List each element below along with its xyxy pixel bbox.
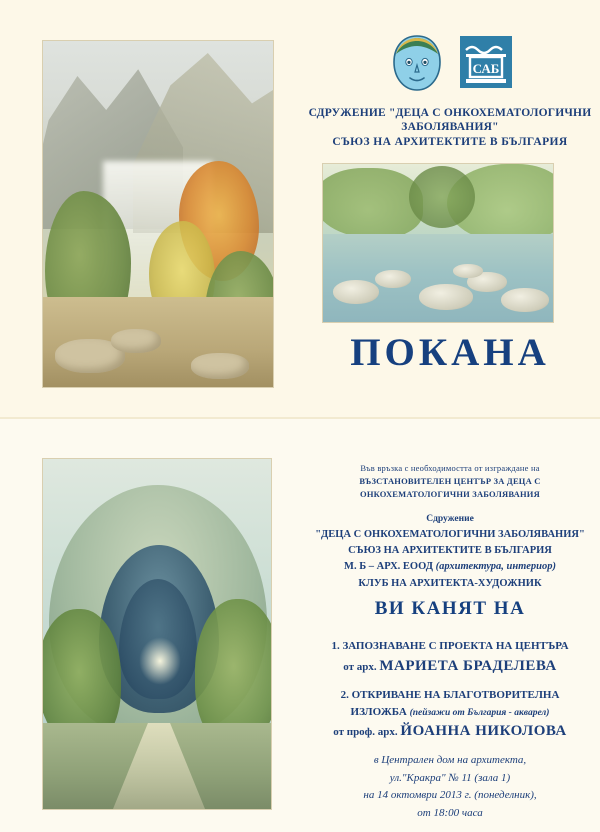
venue-line1: в Централен дом на архитекта, (373, 754, 527, 766)
organizers-line2: "ДЕЦА С ОНКОХЕМАТОЛОГИЧНИ ЗАБОЛЯВАНИЯ" (315, 528, 585, 540)
program-item-presenter (308, 720, 592, 743)
program-item-name: ЙОАННА НИКОЛОВА (400, 723, 567, 739)
artwork-light-glow (139, 637, 181, 685)
program-item-exhibition-label: ИЗЛОЖБА (350, 705, 410, 718)
venue-line3: на 14 октомври 2013 г. (понеделник), (363, 789, 537, 802)
program-item-name: МАРИЕТА БРАДЕЛЕВА (379, 657, 557, 674)
organizers-line3: СЪЮЗ НА АРХИТЕКТИТЕ В БЪЛГАРИЯ (348, 544, 552, 556)
artwork-stone (453, 264, 483, 278)
organization-title (308, 106, 592, 135)
organizers-line5: КЛУБ НА АРХИТЕКТА-ХУДОЖНИК (358, 577, 542, 589)
organizers-line1: Сдружение (426, 514, 474, 524)
svg-text:САБ: САБ (472, 61, 500, 76)
artwork-autumn-valley (42, 40, 274, 388)
artwork-river-stones (322, 163, 554, 323)
artwork-rock (191, 353, 249, 379)
program-item (308, 687, 592, 743)
intro-line1: Във връзка с необходимостта от изграждане на (360, 463, 540, 473)
intro-line2: ВЪЗСТАНОВИТЕЛЕН ЦЕНТЪР ЗА ДЕЦА С (359, 476, 541, 487)
uab-capital-logo-icon (458, 34, 514, 90)
page-title: ПОКАНА (350, 331, 550, 374)
program-item-lead: 1. ЗАПОЗНАВАНЕ С ПРОЕКТА НА ЦЕНТЪРА (331, 640, 569, 652)
venue-block (308, 752, 592, 822)
venue-line2: ул."Кракра" № 11 (зала 1) (389, 771, 511, 784)
program-item-exhibition-note: (пейзажи от България - акварел) (409, 707, 550, 718)
artwork-rock (111, 329, 161, 353)
artwork-hill-left (322, 168, 423, 238)
program-items (308, 638, 592, 753)
organizers-line4-company: М. Б – АРХ. ЕООД (344, 561, 436, 573)
artwork-stone (419, 284, 473, 310)
program-item-by-prefix: от проф. арх. (333, 726, 401, 738)
organization-title-line2: ЗАБОЛЯВАНИЯ" (401, 121, 499, 134)
uab-title: СЪЮЗ НА АРХИТЕКТИТЕ В БЪЛГАРИЯ (332, 136, 568, 148)
artwork-stone (333, 280, 379, 304)
child-face-logo-icon (386, 32, 448, 94)
artwork-stone (375, 270, 411, 288)
venue-line4: от 18:00 часа (417, 806, 483, 819)
organizers-line4-scope: (архитектура, интериор) (435, 561, 556, 573)
program-item-lead2 (308, 704, 592, 721)
organizers-block (308, 512, 592, 592)
invite-heading: ВИ КАНЯТ НА (374, 598, 526, 619)
panel-divider (0, 417, 600, 419)
program-item-by-prefix: от арх. (343, 660, 380, 673)
organization-title-line1: СДРУЖЕНИЕ "ДЕЦА С ОНКОХЕМАТОЛОГИЧНИ (308, 107, 592, 119)
intro-text (308, 462, 592, 502)
program-item-presenter (308, 655, 592, 678)
artwork-stone (501, 288, 549, 312)
organizers-line4 (308, 559, 592, 575)
artwork-cave-arch (42, 458, 272, 810)
intro-line3: ОНКОХЕМАТОЛОГИЧНИ ЗАБОЛЯВАНИЯ (360, 489, 540, 500)
program-item-lead: 2. ОТКРИВАНЕ НА БЛАГОТВОРИТЕЛНА (340, 689, 560, 701)
program-item (308, 638, 592, 677)
artwork-tree (409, 166, 475, 228)
